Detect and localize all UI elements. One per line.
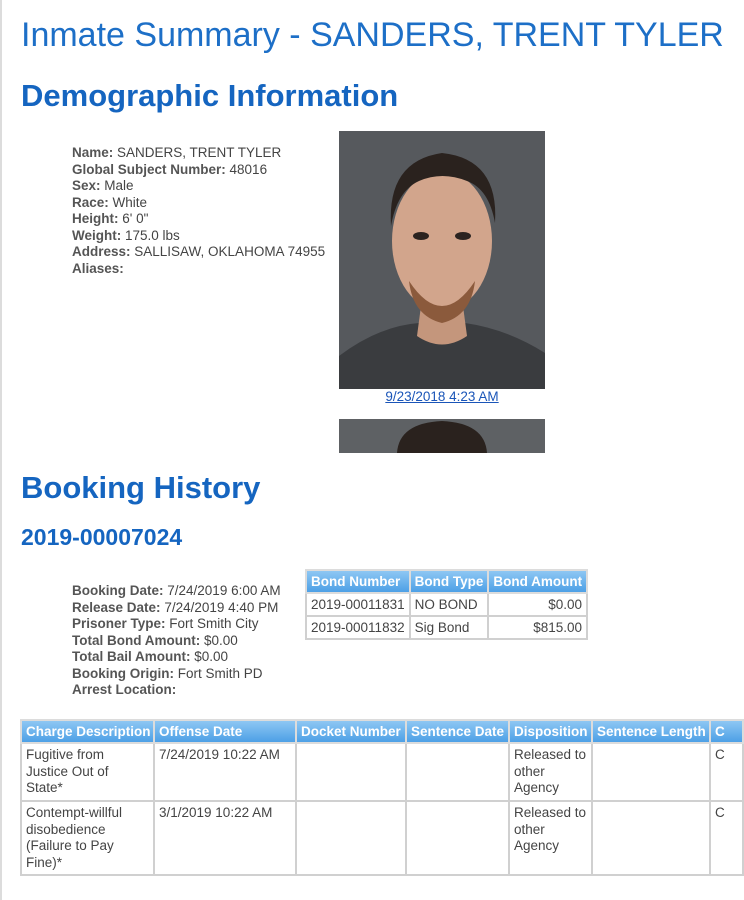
field-value: 7/24/2019 6:00 AM [163, 583, 281, 598]
sentence-length-cell [592, 801, 710, 875]
field-value: SALLISAW, OKLAHOMA 74955 [130, 244, 326, 259]
truncated-cell: C [710, 743, 743, 801]
field-label: Name: [72, 145, 114, 160]
field-arrest-location [72, 682, 281, 699]
bond-number-cell: 2019-00011832 [306, 616, 410, 639]
charge-description-header[interactable]: Charge Description [21, 720, 154, 743]
field-value: Male [100, 178, 134, 193]
field-label: Aliases: [72, 260, 124, 276]
disposition-cell: Released to other Agency [509, 801, 592, 875]
table-row [21, 801, 743, 875]
field-value: $0.00 [190, 649, 229, 664]
charge-description-cell: Contempt-willful disobedience (Failure to Pay Fine)* [21, 801, 154, 875]
docket-number-cell [296, 801, 406, 875]
sentence-length-header[interactable]: Sentence Length [592, 720, 710, 743]
sentence-date-cell [406, 743, 509, 801]
bond-table [305, 569, 588, 640]
table-row [306, 616, 587, 639]
field-label: Race: [72, 194, 109, 210]
field-label: Total Bail Amount: [72, 649, 191, 664]
field-booking-origin [72, 666, 281, 683]
disposition-cell: Released to other Agency [509, 743, 592, 801]
bond-amount-cell: $0.00 [488, 593, 587, 616]
docket-number-cell [296, 743, 406, 801]
field-label: Prisoner Type: [72, 616, 166, 631]
bond-number-header[interactable]: Bond Number [306, 570, 410, 593]
charges-table [20, 719, 744, 876]
disposition-header[interactable]: Disposition [509, 720, 592, 743]
booking-fields [72, 583, 281, 699]
field-value: White [108, 194, 148, 210]
field-race [72, 195, 325, 212]
page-left-border [0, 0, 2, 900]
field-aliases [72, 261, 325, 278]
mugshot-photo[interactable] [339, 131, 545, 389]
field-address [72, 244, 325, 261]
field-weight [72, 228, 325, 245]
sentence-date-cell [406, 801, 509, 875]
field-value: 175.0 lbs [121, 227, 180, 243]
field-total-bond-amount [72, 633, 281, 650]
field-label: Booking Origin: [72, 665, 174, 681]
mugshot-image [339, 131, 545, 389]
field-value: Fort Smith PD [174, 665, 263, 681]
field-label: Address: [72, 244, 131, 259]
field-label: Weight: [72, 227, 122, 243]
offense-date-cell: 3/1/2019 10:22 AM [154, 801, 296, 875]
page-title: Inmate Summary - SANDERS, TRENT TYLER [21, 16, 724, 54]
mugshot-image-second [339, 419, 545, 453]
field-prisoner-type [72, 616, 281, 633]
field-release-date [72, 600, 281, 617]
sentence-length-cell [592, 743, 710, 801]
field-booking-date [72, 583, 281, 600]
field-label: Sex: [72, 178, 101, 193]
field-label: Arrest Location: [72, 682, 177, 697]
table-row [306, 593, 587, 616]
field-global-subject-number [72, 162, 325, 179]
table-row [21, 743, 743, 801]
truncated-header[interactable]: C [710, 720, 743, 743]
bond-amount-header[interactable]: Bond Amount [488, 570, 587, 593]
demographic-heading: Demographic Information [21, 78, 399, 113]
offense-date-cell: 7/24/2019 10:22 AM [154, 743, 296, 801]
field-value: 6' 0" [118, 211, 149, 226]
field-name [72, 145, 325, 162]
field-total-bail-amount [72, 649, 281, 666]
mugshot-photo-second[interactable] [339, 419, 545, 453]
bond-table-header-row [306, 570, 587, 593]
bond-type-cell: NO BOND [410, 593, 489, 616]
bond-amount-cell: $815.00 [488, 616, 587, 639]
charge-description-cell: Fugitive from Justice Out of State* [21, 743, 154, 801]
field-sex [72, 178, 325, 195]
field-value: $0.00 [200, 632, 238, 648]
bond-number-cell: 2019-00011831 [306, 593, 410, 616]
field-label: Global Subject Number: [72, 161, 226, 177]
field-value: SANDERS, TRENT TYLER [113, 145, 282, 160]
field-label: Height: [72, 211, 119, 226]
field-value: 7/24/2019 4:40 PM [160, 599, 279, 615]
demographic-fields [72, 145, 325, 277]
booking-number: 2019-00007024 [21, 524, 183, 550]
charges-table-header-row [21, 720, 743, 743]
field-value: 48016 [225, 161, 268, 177]
field-height [72, 211, 325, 228]
booking-history-heading: Booking History [21, 470, 261, 505]
docket-number-header[interactable]: Docket Number [296, 720, 406, 743]
bond-type-header[interactable]: Bond Type [410, 570, 489, 593]
field-label: Total Bond Amount: [72, 632, 201, 648]
offense-date-header[interactable]: Offense Date [154, 720, 296, 743]
photo-date-link[interactable]: 9/23/2018 4:23 AM [385, 389, 499, 404]
field-value: Fort Smith City [165, 616, 259, 631]
truncated-cell: C [710, 801, 743, 875]
field-label: Booking Date: [72, 583, 164, 598]
sentence-date-header[interactable]: Sentence Date [406, 720, 509, 743]
field-label: Release Date: [72, 599, 161, 615]
bond-type-cell: Sig Bond [410, 616, 489, 639]
